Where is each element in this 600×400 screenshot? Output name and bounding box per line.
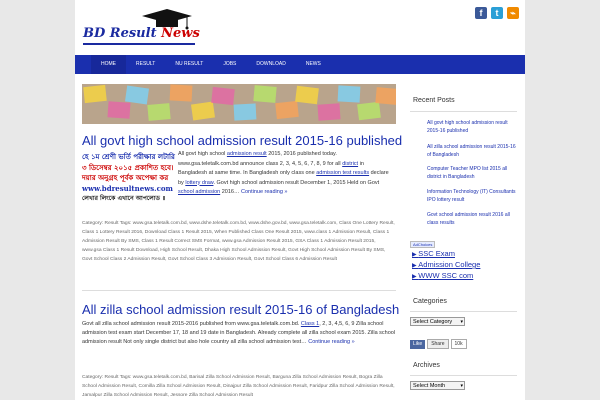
- twitter-icon[interactable]: t: [491, 7, 503, 19]
- play-icon: ▶: [412, 263, 419, 269]
- excerpt-text: declare by: [178, 170, 389, 186]
- link-admission-result[interactable]: admission result: [226, 151, 267, 157]
- recent-posts-heading: Recent Posts: [413, 97, 455, 104]
- sticky-note: [125, 86, 149, 105]
- recent-post-link[interactable]: Computer Teacher MPO list 2015 all district in Bangladesh: [427, 166, 508, 180]
- facebook-icon[interactable]: f: [475, 7, 487, 19]
- categories-select[interactable]: [410, 317, 465, 326]
- sidebar-divider: [410, 111, 517, 112]
- chevron-down-icon: ▾: [460, 383, 463, 389]
- ad-link-www-ssc-com[interactable]: [412, 271, 473, 280]
- nav-news[interactable]: NEWS: [305, 61, 321, 67]
- archives-select[interactable]: [410, 381, 465, 390]
- bengali-line-3: দয়ার অনুগ্রহ পূর্বক অপেক্ষা কর: [82, 173, 169, 182]
- logo-prefix: BD Result: [83, 26, 162, 41]
- fb-like-count: 10k: [451, 339, 467, 349]
- bengali-line-1: হে ১ম শ্রেণী ভর্তি পরীক্ষার লটারি: [82, 152, 175, 161]
- excerpt-text: 2016…: [220, 189, 240, 195]
- link-admission-test-results[interactable]: admission test results: [316, 170, 370, 176]
- bengali-line-4: www.bdresultnews.com: [82, 183, 173, 193]
- nav-jobs[interactable]: JOBS: [223, 61, 237, 67]
- bengali-line-5: লেখার লিংকে এখানে আপলোড ॥: [82, 195, 166, 202]
- sticky-note: [191, 102, 215, 121]
- sticky-note: [338, 85, 361, 102]
- sticky-note: [275, 101, 299, 119]
- site-logo[interactable]: [83, 8, 200, 50]
- fb-like-button[interactable]: Like: [410, 340, 425, 349]
- adchoices-badge[interactable]: AdChoices: [410, 241, 435, 248]
- excerpt-text: All govt high school: [178, 151, 227, 157]
- link-lottery-draw[interactable]: lottery draw: [185, 179, 214, 186]
- recent-post-link[interactable]: Information Technology (IT) Consultants IPO lottery result: [427, 189, 516, 203]
- link-district[interactable]: district: [342, 160, 359, 167]
- continue-reading-link-2[interactable]: Continue reading »: [308, 339, 355, 345]
- bengali-line-2: ৩ ডিসেম্বর ২০১৫ প্রকাশিত হবে।: [82, 162, 174, 172]
- chevron-down-icon: ▾: [460, 319, 463, 325]
- sticky-note: [107, 101, 130, 118]
- sticky-note: [234, 103, 257, 120]
- recent-post-link[interactable]: Govt school admission result 2016 all class results: [427, 212, 510, 226]
- post-excerpt-2: [82, 320, 396, 347]
- recent-post-link[interactable]: All govt high school admission result 2015-16 published: [427, 120, 508, 134]
- select-value: Select Category: [413, 319, 453, 325]
- post-title-1[interactable]: All govt high school admission result 2015-16 published: [82, 133, 403, 148]
- ad-link-label: WWW SSC com: [418, 271, 474, 280]
- nav-result[interactable]: RESULT: [136, 61, 156, 67]
- post-excerpt-1-text: [178, 150, 394, 198]
- sidebar-divider: [410, 311, 517, 312]
- archives-heading: Archives: [413, 362, 440, 369]
- sticky-note: [375, 87, 396, 105]
- select-value: Select Month: [413, 383, 446, 389]
- excerpt-text: Govt all zilla school admission result 2015-2016 published from www.gsa.teletalk.com.bd.: [82, 321, 301, 327]
- logo-text: [83, 26, 200, 41]
- nav-nu-result[interactable]: NU RESULT: [175, 61, 204, 67]
- social-icons: [475, 7, 519, 19]
- facebook-like-widget: [410, 339, 467, 349]
- categories-heading: Categories: [413, 298, 447, 305]
- sticky-note: [357, 102, 381, 121]
- ad-link-admission-college[interactable]: [412, 260, 480, 269]
- logo-suffix: News: [161, 26, 200, 41]
- site-header: [75, 0, 525, 55]
- sidebar-divider: [410, 375, 517, 376]
- logo-underline: [83, 43, 195, 46]
- link-school-admission[interactable]: school admission: [178, 189, 221, 195]
- nav-home[interactable]: HOME: [91, 55, 126, 74]
- rss-icon[interactable]: ⌁: [507, 7, 519, 19]
- excerpt-text: , 2, 3, 4,5, 6, 9 Zilla school admission test exam start December 17, 18 and 19 date in Bangladesh. Already complete all zilla school exam 2015. Zilla school admission result Not only single district but also hole country all zilla school admission test…: [82, 321, 396, 345]
- ad-link-label: SSC Exam: [418, 249, 455, 258]
- bengali-notice-image: [82, 152, 175, 214]
- sticky-note: [253, 85, 276, 103]
- play-icon: ▶: [412, 252, 419, 258]
- post-tags-1[interactable]: Category: Result Tags: www.gsa.teletalk.com.bd, www.dshe.teletalk.com.bd, www.dshe.gov.bd, www.gsa.teletalk.com, Class One Lottery Result, Class 1 Lottery Result 2016, Download Class 1 Result 2015, When Published Class One Result 2015, www.class 1 Admission Result, Class 1 Admission Result By SMS, Class 1 Result Correct SMS Format, www.gsa Admission Result 2015, GSA Class 1 Admission Result 2015, www.gsa Class 1 Result Download, High School Result, Dhaka High School Admission Result, Govt High School Admission Result By SMS, Govt School Class 2 Admission Result, Govt School Class 3 Admission Result, Govt School Class 6 Admission Result: [82, 221, 395, 262]
- sticky-note: [83, 85, 107, 103]
- sticky-note: [211, 87, 235, 105]
- banner-image: [82, 84, 396, 124]
- nav-download[interactable]: DOWNLOAD: [256, 61, 286, 67]
- sticky-note: [170, 84, 193, 101]
- divider: [82, 290, 396, 291]
- post-title-2[interactable]: All zilla school admission result 2015-16 of Bangladesh: [82, 302, 400, 317]
- link-class-1[interactable]: Class 1: [300, 321, 320, 327]
- post-tags-2[interactable]: Category: Result Tags: www.gsa.teletalk.com.bd, Barisal Zilla School Admission Result, Barguna Zilla School Admission Result, Bogra Zilla School Admission Result, Comilla Zilla School Admission Result, Dinajpur Zilla School Admission Result, Faridpur Zilla School Admission Result, Jamalpur Zilla School Admission Result, Jessore Zilla School Admission Result: [82, 375, 395, 398]
- excerpt-text: 2015, 2016 published today. www.gsa.teletalk.com.bd announce class 2, 3, 4, 5, 6, 7, 8, 9 for all: [178, 151, 343, 167]
- excerpt-text: . Govt high school admission result December 1, 2015 Held on Govt: [213, 179, 380, 186]
- sticky-note: [317, 103, 340, 120]
- recent-post-link[interactable]: All zilla school admission result 2015-16 of Bangladesh: [427, 144, 516, 158]
- play-icon: ▶: [412, 274, 419, 280]
- fb-share-button[interactable]: Share: [427, 339, 448, 349]
- main-nav: [75, 55, 525, 74]
- ad-link-label: Admission College: [418, 260, 481, 269]
- post-excerpt-1: [178, 150, 394, 198]
- continue-reading-link-1[interactable]: Continue reading »: [240, 189, 288, 195]
- excerpt-text: in Bangladesh at same time. In Bangladesh only class one: [178, 160, 364, 176]
- sticky-note: [147, 103, 170, 121]
- ad-link-ssc-exam[interactable]: [412, 249, 455, 258]
- sticky-note: [295, 86, 319, 105]
